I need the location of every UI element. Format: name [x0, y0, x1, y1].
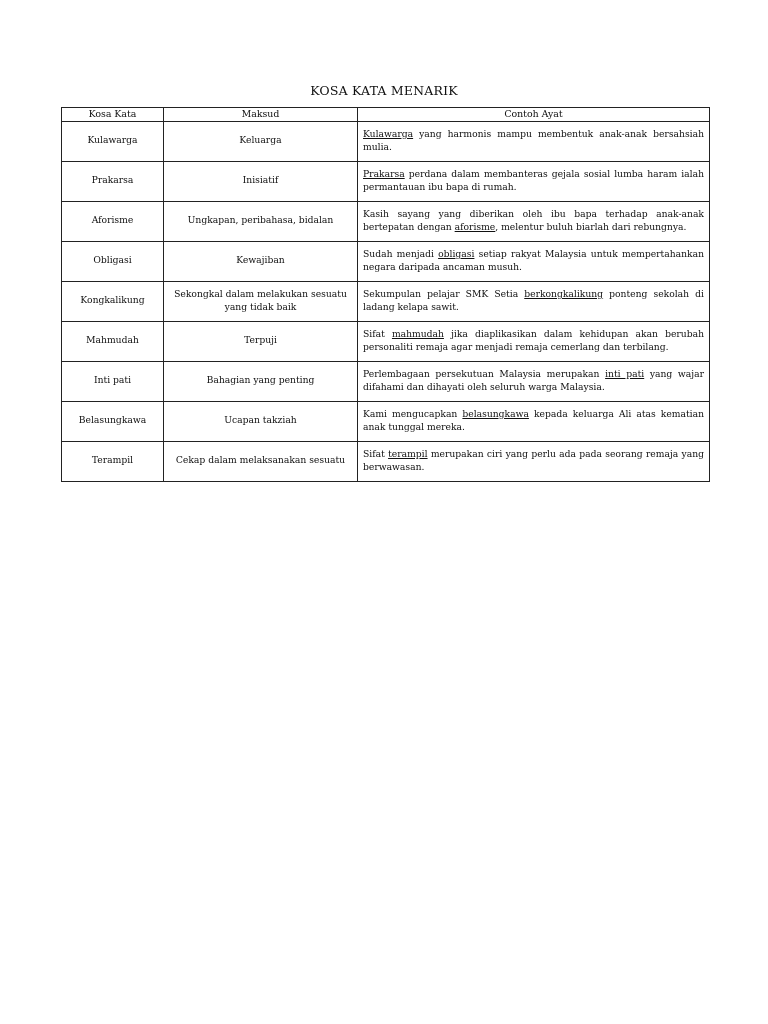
table-header-row [62, 108, 710, 122]
example-text-after: perdana dalam membanteras gejala sosial lumba haram ialah permantauan ibu bapa di rumah. [363, 169, 704, 193]
table-row [62, 202, 710, 242]
word-cell: Kongkalikung [62, 282, 164, 322]
example-text-after: merupakan ciri yang perlu ada pada seorang remaja yang berwawasan. [363, 449, 704, 473]
meaning-cell: Inisiatif [164, 162, 358, 202]
example-cell [358, 362, 710, 402]
header-meaning: Maksud [164, 108, 358, 122]
table-row [62, 122, 710, 162]
word-cell: Obligasi [62, 242, 164, 282]
table-row [62, 322, 710, 362]
example-text-before: Sifat [363, 329, 392, 340]
example-text-after: kepada keluarga Ali atas kematian anak tunggal mereka. [363, 409, 704, 433]
example-text-before: Kami mengucapkan [363, 409, 463, 420]
example-keyword: Kulawarga [363, 129, 414, 140]
word-cell: Kulawarga [62, 122, 164, 162]
word-cell: Aforisme [62, 202, 164, 242]
example-keyword: inti pati [605, 369, 645, 380]
example-text-after: yang wajar difahami dan dihayati oleh seluruh warga Malaysia. [363, 369, 704, 393]
meaning-cell: Ucapan takziah [164, 402, 358, 442]
table-row [62, 362, 710, 402]
example-cell [358, 442, 710, 482]
example-text-after: yang harmonis mampu membentuk anak-anak bersahsiah mulia. [363, 129, 704, 153]
table-row [62, 402, 710, 442]
example-cell [358, 402, 710, 442]
table-row [62, 162, 710, 202]
example-keyword: terampil [388, 449, 428, 460]
example-keyword: aforisme [454, 221, 496, 233]
example-cell [358, 282, 710, 322]
table-row [62, 242, 710, 282]
example-cell [358, 322, 710, 362]
table-row [62, 442, 710, 482]
header-word: Kosa Kata [62, 108, 164, 122]
example-cell [358, 162, 710, 202]
word-cell: Terampil [62, 442, 164, 482]
example-text-before: Perlembagaan persekutuan Malaysia merupakan [363, 369, 606, 380]
vocabulary-table [61, 107, 710, 482]
example-cell [358, 122, 710, 162]
meaning-cell: Ungkapan, peribahasa, bidalan [164, 202, 358, 242]
example-text-after: , melentur buluh biarlah dari rebungnya. [495, 221, 687, 233]
example-text-before: Sifat [363, 449, 389, 460]
meaning-cell: Keluarga [164, 122, 358, 162]
example-text-after: ponteng sekolah di ladang kelapa sawit. [363, 289, 704, 313]
header-example: Contoh Ayat [358, 108, 710, 122]
example-text-before: Sekumpulan pelajar SMK Setia [363, 289, 525, 300]
example-keyword: belasungkawa [462, 409, 529, 420]
word-cell: Belasungkawa [62, 402, 164, 442]
example-keyword: berkongkalikung [524, 289, 604, 300]
word-cell: Inti pati [62, 362, 164, 402]
meaning-cell: Bahagian yang penting [164, 362, 358, 402]
word-cell: Prakarsa [62, 162, 164, 202]
example-cell [358, 242, 710, 282]
meaning-cell: Kewajiban [164, 242, 358, 282]
example-keyword: obligasi [438, 249, 475, 260]
table-row [62, 282, 710, 322]
word-cell: Mahmudah [62, 322, 164, 362]
example-cell [358, 202, 710, 242]
example-text-after: setiap rakyat Malaysia untuk mempertahankan negara daripada ancaman musuh. [363, 249, 705, 273]
example-keyword: Prakarsa [363, 169, 405, 180]
page-title: KOSA KATA MENARIK [310, 83, 458, 98]
example-text-before: Sudah menjadi [363, 249, 439, 260]
example-keyword: mahmudah [391, 329, 444, 340]
example-text-before: Kasih sayang yang diberikan oleh ibu bapa terhadap anak-anak bertepatan dengan [363, 209, 704, 233]
example-text-after: jika diaplikasikan dalam kehidupan akan berubah personaliti remaja agar menjadi remaja cemerlang dan terbilang. [363, 329, 704, 353]
meaning-cell: Terpuji [164, 322, 358, 362]
meaning-cell: Cekap dalam melaksanakan sesuatu [164, 442, 358, 482]
meaning-cell: Sekongkal dalam melakukan sesuatu yang tidak baik [164, 282, 358, 322]
